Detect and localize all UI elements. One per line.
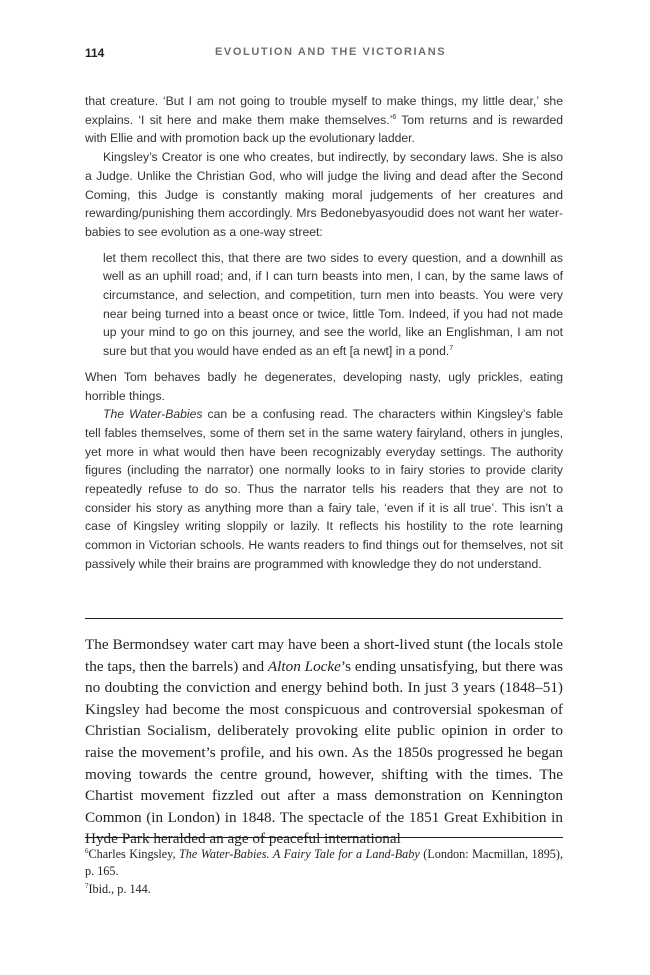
box-paragraph-3: When Tom behaves badly he degenerates, developing nasty, ugly prickles, eating horrible things. <box>85 369 563 403</box>
book-title: Alton Locke <box>267 657 341 675</box>
body-paragraph <box>85 634 563 850</box>
footnote-text: Charles Kingsley, <box>88 847 180 861</box>
book-title: The Water-Babies <box>103 407 203 422</box>
footnote-6 <box>85 846 563 881</box>
footnote-number: 7 <box>85 881 89 890</box>
footnote-divider <box>85 837 563 838</box>
box-paragraph-4-text: can be a confusing read. The characters within Kingsley’s fable tell fables themselves, some of them set in the same watery fairyland, others in jungles, yet more in what would then have been recognizably everyday settings. The authority figures (including the narrator) one normally looks to in fairy stories to provide clarity repeatedly refuse to do so. Thus the narrator tells his readers that they are not to consider his story as anything more than a fairy tale, ‘even if it is all true’. This isn’t a case of Kingsley writing sloppily or lazily. It reflects his hostility to the rote learning common in Victorian schools. He wants readers to find things out for themselves, not sit passively while their brains are programmed with knowledge they do not understand. <box>85 407 563 571</box>
footnote-number: 6 <box>85 847 89 855</box>
box-paragraph-1-text-cont: Tom returns and is rewarded with Ellie and with promotion back up the evolutionary ladder. <box>85 112 563 146</box>
footnote-text: Ibid., p. 144. <box>88 881 151 896</box>
main-body <box>85 634 563 850</box>
footnote-7 <box>85 881 563 898</box>
box-paragraph-4 <box>85 405 563 573</box>
sidebar-box <box>85 92 563 574</box>
box-paragraph-2: Kingsley’s Creator is one who creates, but indirectly, by secondary laws. She is also a Judge. Unlike the Christian God, who will judge the living and dead after the Second Coming, this Judge is constantly making moral judgements of her creatures and rewarding/punishing them accordingly. Mrs Bedonebyasyoudid does not want her water-babies to see evolution as a one-way street: <box>85 150 563 239</box>
footnotes <box>85 846 563 898</box>
book-title: The Water-Babies. A Fairy Tale for a Land-Baby <box>179 847 420 861</box>
running-head: EVOLUTION AND THE VICTORIANS <box>215 46 447 58</box>
footnote-text-cont: (London: Macmillan, 1895), p. 165. <box>85 847 563 879</box>
footnote-ref-7: 7 <box>449 345 454 353</box>
box-divider <box>85 618 563 619</box>
block-quote-text: let them recollect this, that there are two sides to every question, and a downhill as well as an uphill road; and, if I can turn beasts into men, I can, by the same laws of circumstance, and selection, and competition, turn men into beasts. You were very near being turned into a beast once or twice, little Tom. Indeed, if you had not made up your mind to go on this journey, and see the world, like an Englishman, I am not sure but that you would have ended as an eft [a newt] in a pond. <box>103 250 563 359</box>
footnote-ref-6: 6 <box>392 113 397 121</box>
page-header <box>85 46 563 66</box>
body-text-part-2: ’s ending unsatisfying, but there was no doubting the conviction and energy behind both. In just 3 years (1848–51) Kingsley had become the most conspicuous and controversial spokesman of Christian Socialism, deliberately provoking elite public opinion in order to raise the movement’s profile, and his own. As the 1850s progressed he began moving towards the centre ground, however, shifting with the times. The Chartist movement fizzled out after a mass demonstration on Kennington Common (in London) in 1848. The spectacle of the 1851 Great Exhibition in Hyde Park heralded an age of peaceful international <box>85 657 564 848</box>
page-number: 114 <box>85 46 105 60</box>
block-quote <box>103 249 563 361</box>
body-text-part-1: The Bermondsey water cart may have been a short-lived stunt (the locals stole the taps, then the barrels) and <box>85 636 563 675</box>
box-paragraph-1-text: that creature. ‘But I am not going to trouble myself to make things, my little dear,’ she explains. ‘I sit here and make them make themselves.’ <box>85 94 563 127</box>
box-paragraph-1 <box>85 92 563 148</box>
